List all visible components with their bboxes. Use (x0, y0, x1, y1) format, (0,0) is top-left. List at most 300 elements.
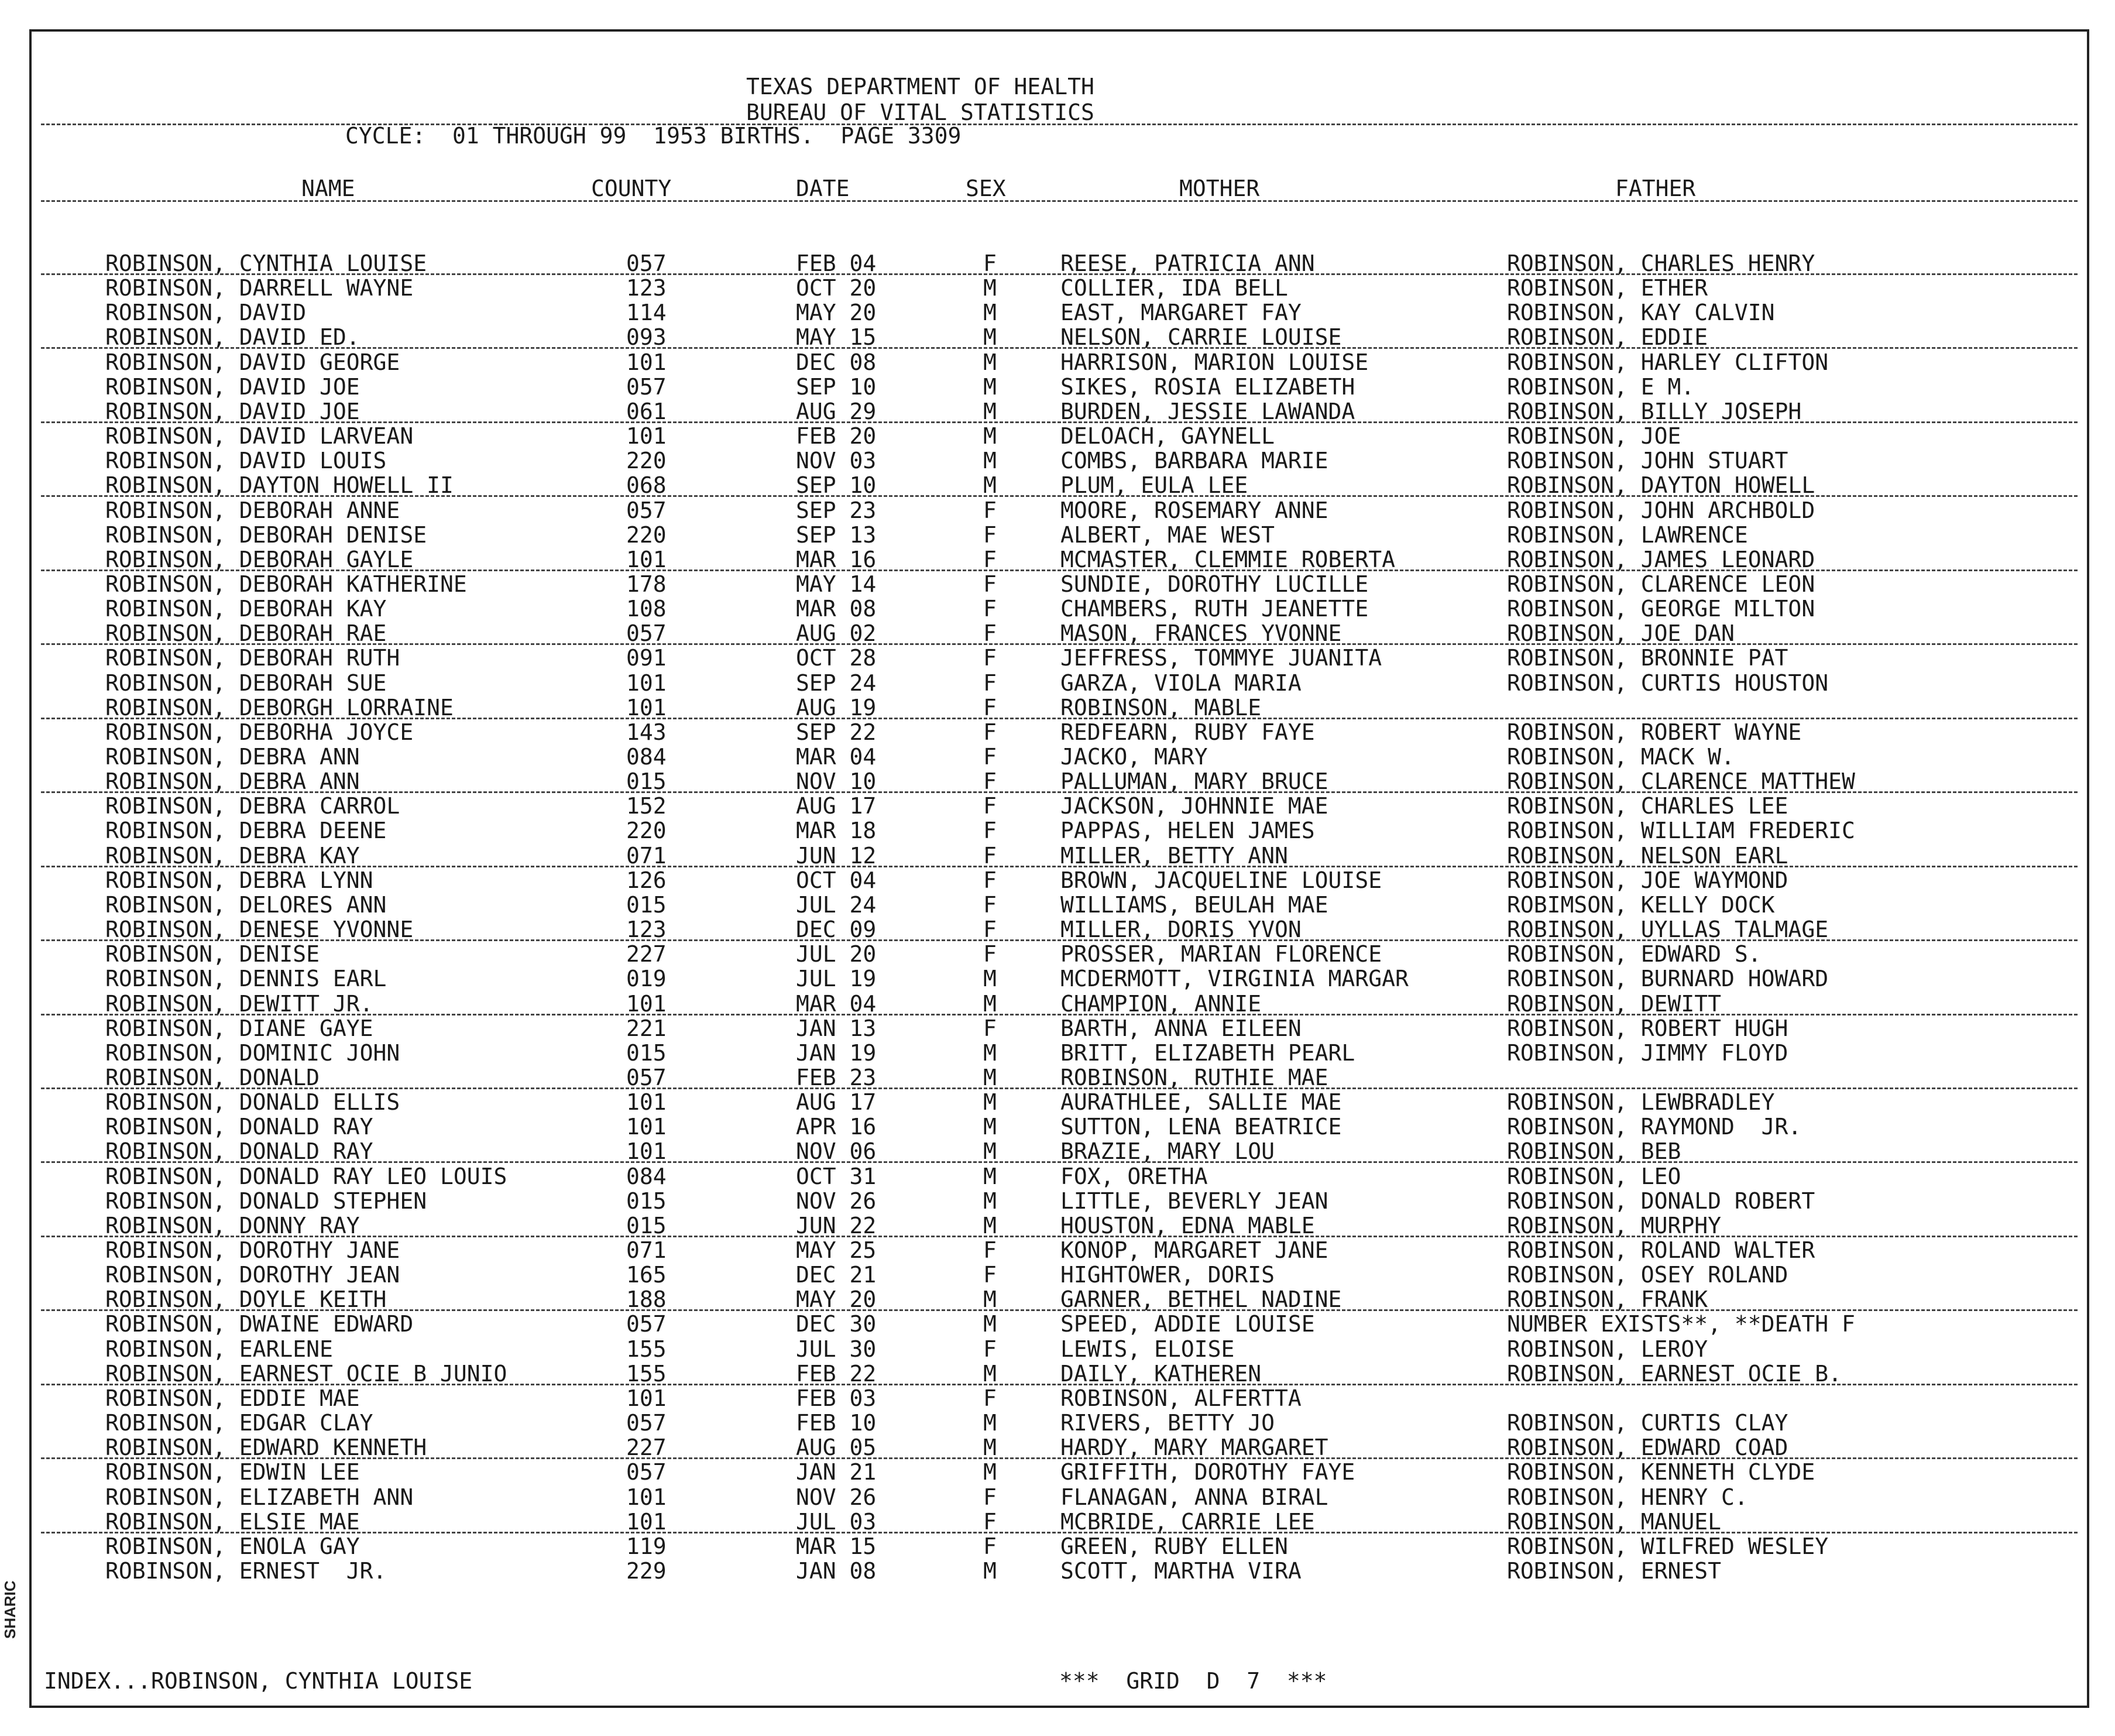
cell-county: 084 (626, 1163, 667, 1189)
cell-county: 057 (626, 1459, 667, 1485)
table-row (0, 869, 2115, 893)
cell-county: 057 (626, 497, 667, 523)
table-row (0, 375, 2115, 400)
cell-county: 101 (626, 1114, 667, 1140)
cell-county: 108 (626, 596, 667, 622)
cell-date: OCT 31 (796, 1163, 877, 1189)
table-row (0, 1535, 2115, 1559)
cell-name: ROBINSON, DONALD (105, 1064, 320, 1090)
cell-father: ROBINSON, FRANK (1507, 1286, 1708, 1313)
cell-father: ROBINSON, HENRY C. (1507, 1484, 1748, 1510)
cell-mother: MCBRIDE, CARRIE LEE (1060, 1508, 1315, 1535)
cell-father: ROBINSON, JAMES LEONARD (1507, 546, 1815, 572)
cell-date: DEC 08 (796, 349, 877, 375)
cell-mother: SIKES, ROSIA ELIZABETH (1060, 373, 1355, 400)
cell-county: 015 (626, 1212, 667, 1238)
table-row (0, 1115, 2115, 1140)
cell-name: ROBINSON, EDWARD KENNETH (105, 1435, 427, 1461)
cell-county: 123 (626, 917, 667, 943)
cell-county: 101 (626, 349, 667, 375)
cell-county: 057 (626, 620, 667, 647)
cell-date: SEP 22 (796, 719, 877, 745)
table-row (0, 1312, 2115, 1337)
cell-sex: F (983, 793, 997, 819)
cell-name: ROBINSON, DEBRA LYNN (105, 867, 373, 893)
cell-mother: JACKO, MARY (1060, 744, 1208, 770)
cell-name: ROBINSON, DEBRA ANN (105, 768, 360, 795)
cell-mother: REESE, PATRICIA ANN (1060, 251, 1315, 276)
cell-date: JUL 19 (796, 966, 877, 992)
cell-county: 057 (626, 1410, 667, 1436)
cell-county: 057 (626, 373, 667, 400)
cell-mother: NELSON, CARRIE LOUISE (1060, 324, 1342, 351)
cell-sex: M (983, 373, 997, 400)
cell-sex: F (983, 645, 997, 671)
cell-date: FEB 03 (796, 1385, 877, 1411)
cell-mother: COLLIER, IDA BELL (1060, 275, 1288, 301)
cell-county: 221 (626, 1015, 667, 1041)
cell-date: AUG 19 (796, 694, 877, 721)
cell-county: 101 (626, 546, 667, 572)
cell-name: ROBINSON, DENESE YVONNE (105, 917, 414, 943)
cell-mother: AURATHLEE, SALLIE MAE (1060, 1089, 1342, 1116)
cell-father: ROBINSON, JOE DAN (1507, 620, 1735, 647)
cell-mother: FOX, ORETHA (1060, 1163, 1208, 1189)
cell-mother: MOORE, ROSEMARY ANNE (1060, 497, 1328, 523)
cell-name: ROBINSON, DARRELL WAYNE (105, 275, 414, 301)
cell-sex: F (983, 1508, 997, 1535)
cell-date: JUL 30 (796, 1336, 877, 1362)
cell-date: MAR 08 (796, 596, 877, 622)
cell-sex: M (983, 324, 997, 351)
cell-sex: F (983, 891, 997, 918)
cell-sex: F (983, 719, 997, 745)
cell-county: 061 (626, 398, 667, 424)
cell-mother: SUNDIE, DOROTHY LUCILLE (1060, 571, 1369, 597)
cell-county: 057 (626, 1064, 667, 1090)
cell-father: ROBINSON, CHARLES HENRY (1507, 251, 1815, 276)
table-row (0, 1337, 2115, 1362)
table-row (0, 1263, 2115, 1288)
cell-name: ROBINSON, DONALD RAY (105, 1114, 373, 1140)
cell-mother: ALBERT, MAE WEST (1060, 522, 1275, 548)
cell-sex: M (983, 349, 997, 375)
cell-sex: F (983, 744, 997, 770)
rule (41, 200, 2078, 202)
cell-date: MAY 25 (796, 1237, 877, 1263)
cell-mother: LITTLE, BEVERLY JEAN (1060, 1188, 1328, 1214)
cell-county: 126 (626, 867, 667, 893)
cell-sex: F (983, 917, 997, 943)
cycle-line: CYCLE: 01 THROUGH 99 1953 BIRTHS. PAGE 3309 (345, 123, 962, 149)
cell-mother: GRIFFITH, DOROTHY FAYE (1060, 1459, 1355, 1485)
cell-name: ROBINSON, DAVID LARVEAN (105, 423, 414, 450)
cell-father: ROBINSON, NELSON EARL (1507, 842, 1788, 869)
cell-name: ROBINSON, DEBORAH DENISE (105, 522, 427, 548)
cell-date: NOV 26 (796, 1484, 877, 1510)
cell-county: 057 (626, 251, 667, 276)
cell-name: ROBINSON, DELORES ANN (105, 891, 387, 918)
cell-mother: BURDEN, JESSIE LAWANDA (1060, 398, 1355, 424)
cell-county: 101 (626, 1508, 667, 1535)
cell-name: ROBINSON, DEBRA ANN (105, 744, 360, 770)
cell-sex: F (983, 1484, 997, 1510)
table-row (0, 1559, 2115, 1584)
table-row (0, 721, 2115, 745)
cell-name: ROBINSON, EDWIN LEE (105, 1459, 360, 1485)
cell-date: MAY 20 (796, 1286, 877, 1313)
table-row (0, 1066, 2115, 1090)
cell-father: ROBINSON, MURPHY (1507, 1212, 1722, 1238)
cell-county: 155 (626, 1336, 667, 1362)
cell-name: ROBINSON, DONNY RAY (105, 1212, 360, 1238)
cell-mother: COMBS, BARBARA MARIE (1060, 448, 1328, 474)
cell-county: 071 (626, 1237, 667, 1263)
table-row (0, 844, 2115, 869)
cell-date: DEC 21 (796, 1262, 877, 1288)
table-row (0, 918, 2115, 942)
cell-name: ROBINSON, DEBRA DEENE (105, 818, 387, 844)
cell-sex: F (983, 842, 997, 869)
cell-mother: SPEED, ADDIE LOUISE (1060, 1311, 1315, 1337)
table-row (0, 992, 2115, 1017)
cell-name: ROBINSON, DOMINIC JOHN (105, 1039, 400, 1066)
cell-county: 155 (626, 1360, 667, 1387)
cell-mother: GREEN, RUBY ELLEN (1060, 1533, 1288, 1559)
cell-father: ROBIMSON, KELLY DOCK (1507, 891, 1775, 918)
cell-father: ROBINSON, DEWITT (1507, 990, 1722, 1017)
cell-county: 068 (626, 472, 667, 499)
table-row (0, 1387, 2115, 1411)
table-row (0, 819, 2115, 843)
cell-county: 143 (626, 719, 667, 745)
cell-sex: M (983, 448, 997, 474)
cell-date: JUL 20 (796, 941, 877, 968)
cell-father: ROBINSON, EARNEST OCIE B. (1507, 1360, 1842, 1387)
cell-date: SEP 24 (796, 670, 877, 696)
cell-date: DEC 30 (796, 1311, 877, 1337)
table-row (0, 1485, 2115, 1510)
cell-mother: BARTH, ANNA EILEEN (1060, 1015, 1302, 1041)
cell-mother: WILLIAMS, BEULAH MAE (1060, 891, 1328, 918)
cell-sex: F (983, 497, 997, 523)
cell-father: ROBINSON, EDDIE (1507, 324, 1708, 351)
cell-date: MAR 16 (796, 546, 877, 572)
table-row (0, 523, 2115, 548)
cell-county: 101 (626, 694, 667, 721)
cell-mother: MCMASTER, CLEMMIE ROBERTA (1060, 546, 1395, 572)
cell-mother: HARDY, MARY MARGARET (1060, 1435, 1328, 1461)
cell-name: ROBINSON, DWAINE EDWARD (105, 1311, 414, 1337)
cell-sex: F (983, 1015, 997, 1041)
table-row (0, 967, 2115, 991)
cell-name: ROBINSON, DOROTHY JANE (105, 1237, 400, 1263)
cell-father: ROBINSON, MACK W. (1507, 744, 1735, 770)
cell-mother: DELOACH, GAYNELL (1060, 423, 1275, 450)
cell-mother: SCOTT, MARTHA VIRA (1060, 1557, 1302, 1584)
cell-date: AUG 17 (796, 793, 877, 819)
cell-county: 091 (626, 645, 667, 671)
cell-father: ROBINSON, LEWBRADLEY (1507, 1089, 1775, 1116)
cell-name: ROBINSON, DEBORHA JOYCE (105, 719, 414, 745)
cell-date: JUN 12 (796, 842, 877, 869)
cell-sex: M (983, 1114, 997, 1140)
cell-date: SEP 13 (796, 522, 877, 548)
cell-date: FEB 20 (796, 423, 877, 450)
table-row (0, 1140, 2115, 1164)
cell-date: MAR 15 (796, 1533, 877, 1559)
cell-sex: M (983, 1163, 997, 1189)
table-row (0, 1017, 2115, 1041)
cell-sex: F (983, 694, 997, 721)
cell-county: 084 (626, 744, 667, 770)
table-row (0, 499, 2115, 523)
cell-county: 229 (626, 1557, 667, 1584)
cell-mother: CHAMBERS, RUTH JEANETTE (1060, 596, 1369, 622)
cell-name: ROBINSON, DEBORGH LORRAINE (105, 694, 454, 721)
cell-sex: F (983, 596, 997, 622)
cell-father: ROBINSON, KAY CALVIN (1507, 300, 1775, 326)
cell-father: ROBINSON, DAYTON HOWELL (1507, 472, 1815, 499)
cell-father: ROBINSON, CLARENCE MATTHEW (1507, 768, 1855, 795)
cell-father: ROBINSON, JOHN ARCHBOLD (1507, 497, 1815, 523)
cell-date: SEP 10 (796, 373, 877, 400)
cell-date: MAY 20 (796, 300, 877, 326)
cell-sex: M (983, 275, 997, 301)
cell-county: 015 (626, 1188, 667, 1214)
cell-date: JUN 22 (796, 1212, 877, 1238)
cell-sex: M (983, 1435, 997, 1461)
footer-index: INDEX...ROBINSON, CYNTHIA LOUISE (44, 1668, 473, 1694)
table-row (0, 1214, 2115, 1238)
cell-sex: M (983, 1089, 997, 1116)
cell-father: ROBINSON, ETHER (1507, 275, 1708, 301)
cell-date: SEP 23 (796, 497, 877, 523)
cell-sex: M (983, 1138, 997, 1165)
table-row (0, 449, 2115, 474)
cell-sex: M (983, 1212, 997, 1238)
table-row (0, 1288, 2115, 1312)
cell-county: 227 (626, 1435, 667, 1461)
cell-father: ROBINSON, BURNARD HOWARD (1507, 966, 1829, 992)
cell-sex: F (983, 522, 997, 548)
cell-date: NOV 26 (796, 1188, 877, 1214)
table-row (0, 597, 2115, 622)
cell-county: 101 (626, 423, 667, 450)
cell-sex: M (983, 1039, 997, 1066)
cell-sex: F (983, 1533, 997, 1559)
cell-county: 057 (626, 1311, 667, 1337)
cell-father: ROBINSON, JOHN STUART (1507, 448, 1788, 474)
cell-date: JAN 13 (796, 1015, 877, 1041)
cell-date: JUL 03 (796, 1508, 877, 1535)
table-row (0, 400, 2115, 424)
cell-sex: M (983, 1188, 997, 1214)
row-rule (41, 1161, 2078, 1163)
cell-county: 220 (626, 522, 667, 548)
table-row (0, 1238, 2115, 1263)
cell-date: AUG 17 (796, 1089, 877, 1116)
table-row (0, 622, 2115, 646)
cell-name: ROBINSON, DOYLE KEITH (105, 1286, 387, 1313)
cell-date: FEB 23 (796, 1064, 877, 1090)
cell-father: ROBINSON, ROLAND WALTER (1507, 1237, 1815, 1263)
cell-father: ROBINSON, CURTIS HOUSTON (1507, 670, 1829, 696)
cell-name: ROBINSON, DONALD STEPHEN (105, 1188, 427, 1214)
cell-county: 165 (626, 1262, 667, 1288)
cell-mother: PLUM, EULA LEE (1060, 472, 1248, 499)
cell-father: ROBINSON, LEROY (1507, 1336, 1708, 1362)
cell-father: ROBINSON, LEO (1507, 1163, 1681, 1189)
cell-name: ROBINSON, ERNEST JR. (105, 1557, 387, 1584)
cell-county: 114 (626, 300, 667, 326)
cell-mother: HOUSTON, EDNA MABLE (1060, 1212, 1315, 1238)
cell-date: NOV 03 (796, 448, 877, 474)
cell-date: OCT 20 (796, 275, 877, 301)
cell-name: ROBINSON, DENNIS EARL (105, 966, 387, 992)
bureau-title: BUREAU OF VITAL STATISTICS (746, 100, 1094, 125)
cell-date: OCT 28 (796, 645, 877, 671)
cell-father: ROBINSON, JOE (1507, 423, 1681, 450)
cell-name: ROBINSON, DONALD RAY (105, 1138, 373, 1165)
cell-date: JAN 21 (796, 1459, 877, 1485)
cell-county: 220 (626, 818, 667, 844)
cell-name: ROBINSON, CYNTHIA LOUISE (105, 251, 427, 276)
table-row (0, 671, 2115, 696)
cell-mother: KONOP, MARGARET JANE (1060, 1237, 1328, 1263)
cell-date: NOV 10 (796, 768, 877, 795)
cell-father: ROBINSON, WILLIAM FREDERIC (1507, 818, 1855, 844)
cell-date: AUG 29 (796, 398, 877, 424)
cell-mother: GARNER, BETHEL NADINE (1060, 1286, 1342, 1313)
table-row (0, 301, 2115, 325)
table-row (0, 893, 2115, 918)
cell-sex: M (983, 1286, 997, 1313)
table-row (0, 548, 2115, 572)
table-row (0, 1460, 2115, 1485)
cell-name: ROBINSON, DAVID (105, 300, 307, 326)
table-row (0, 696, 2115, 721)
agency-title: TEXAS DEPARTMENT OF HEALTH (746, 74, 1094, 100)
cell-sex: M (983, 1459, 997, 1485)
cell-mother: MASON, FRANCES YVONNE (1060, 620, 1342, 647)
cell-sex: M (983, 398, 997, 424)
cell-sex: M (983, 1360, 997, 1387)
cell-county: 227 (626, 941, 667, 968)
cell-date: NOV 06 (796, 1138, 877, 1165)
cell-sex: F (983, 251, 997, 276)
cell-county: 123 (626, 275, 667, 301)
cell-sex: F (983, 867, 997, 893)
cell-date: MAY 15 (796, 324, 877, 351)
cell-name: ROBINSON, DIANE GAYE (105, 1015, 373, 1041)
cell-name: ROBINSON, DEBRA CARROL (105, 793, 400, 819)
cell-county: 188 (626, 1286, 667, 1313)
cell-county: 093 (626, 324, 667, 351)
table-row (0, 942, 2115, 967)
cell-county: 119 (626, 1533, 667, 1559)
row-rule (41, 347, 2078, 349)
cell-date: JAN 19 (796, 1039, 877, 1066)
cell-sex: M (983, 1064, 997, 1090)
cell-father: ROBINSON, KENNETH CLYDE (1507, 1459, 1815, 1485)
cell-mother: HARRISON, MARION LOUISE (1060, 349, 1369, 375)
row-rule (41, 495, 2078, 497)
cell-father: ROBINSON, DONALD ROBERT (1507, 1188, 1815, 1214)
cell-mother: EAST, MARGARET FAY (1060, 300, 1302, 326)
cell-date: FEB 22 (796, 1360, 877, 1387)
cell-mother: PAPPAS, HELEN JAMES (1060, 818, 1315, 844)
cell-father: ROBINSON, ERNEST (1507, 1557, 1722, 1584)
table-row (0, 351, 2115, 375)
table-row (0, 276, 2115, 301)
table-row (0, 1090, 2115, 1115)
cell-mother: ROBINSON, RUTHIE MAE (1060, 1064, 1328, 1090)
cell-name: ROBINSON, DAVID ED. (105, 324, 360, 351)
cell-county: 101 (626, 1138, 667, 1165)
cell-county: 015 (626, 891, 667, 918)
cell-date: JAN 08 (796, 1557, 877, 1584)
cell-date: JUL 24 (796, 891, 877, 918)
cell-name: ROBINSON, DAVID LOUIS (105, 448, 387, 474)
cell-sex: F (983, 818, 997, 844)
cell-name: ROBINSON, DOROTHY JEAN (105, 1262, 400, 1288)
cell-county: 101 (626, 1089, 667, 1116)
cell-county: 101 (626, 1484, 667, 1510)
cell-mother: MILLER, DORIS YVON (1060, 917, 1302, 943)
cell-sex: F (983, 670, 997, 696)
cell-name: ROBINSON, DENISE (105, 941, 320, 968)
table-row (0, 424, 2115, 449)
cell-date: AUG 02 (796, 620, 877, 647)
cell-name: ROBINSON, DEBORAH KAY (105, 596, 387, 622)
cell-county: 101 (626, 990, 667, 1017)
table-row (0, 646, 2115, 671)
table-row (0, 1362, 2115, 1387)
col-header-county: COUNTY (591, 176, 672, 201)
cell-date: MAR 04 (796, 990, 877, 1017)
cell-name: ROBINSON, ENOLA GAY (105, 1533, 360, 1559)
table-row (0, 325, 2115, 350)
table-row (0, 1436, 2115, 1460)
cell-name: ROBINSON, DEBORAH GAYLE (105, 546, 414, 572)
table-row (0, 770, 2115, 794)
cell-mother: JACKSON, JOHNNIE MAE (1060, 793, 1328, 819)
cell-county: 152 (626, 793, 667, 819)
cell-mother: MILLER, BETTY ANN (1060, 842, 1288, 869)
cell-sex: F (983, 571, 997, 597)
cell-sex: F (983, 546, 997, 572)
cell-sex: F (983, 620, 997, 647)
cell-father: ROBINSON, JOE WAYMOND (1507, 867, 1788, 893)
cell-name: ROBINSON, DAVID JOE (105, 373, 360, 400)
cell-mother: ROBINSON, ALFERTTA (1060, 1385, 1302, 1411)
cell-date: APR 16 (796, 1114, 877, 1140)
cell-father: ROBINSON, LAWRENCE (1507, 522, 1748, 548)
cell-name: ROBINSON, DEWITT JR. (105, 990, 373, 1017)
cell-county: 178 (626, 571, 667, 597)
cell-father: ROBINSON, ROBERT HUGH (1507, 1015, 1788, 1041)
cell-county: 101 (626, 670, 667, 696)
cell-mother: PROSSER, MARIAN FLORENCE (1060, 941, 1382, 968)
cell-name: ROBINSON, DONALD ELLIS (105, 1089, 400, 1116)
cell-name: ROBINSON, DAYTON HOWELL II (105, 472, 454, 499)
table-row (0, 794, 2115, 819)
table-row (0, 1165, 2115, 1189)
cell-father: ROBINSON, ROBERT WAYNE (1507, 719, 1802, 745)
cell-name: ROBINSON, DEBORAH RUTH (105, 645, 400, 671)
cell-mother: DAILY, KATHEREN (1060, 1360, 1262, 1387)
